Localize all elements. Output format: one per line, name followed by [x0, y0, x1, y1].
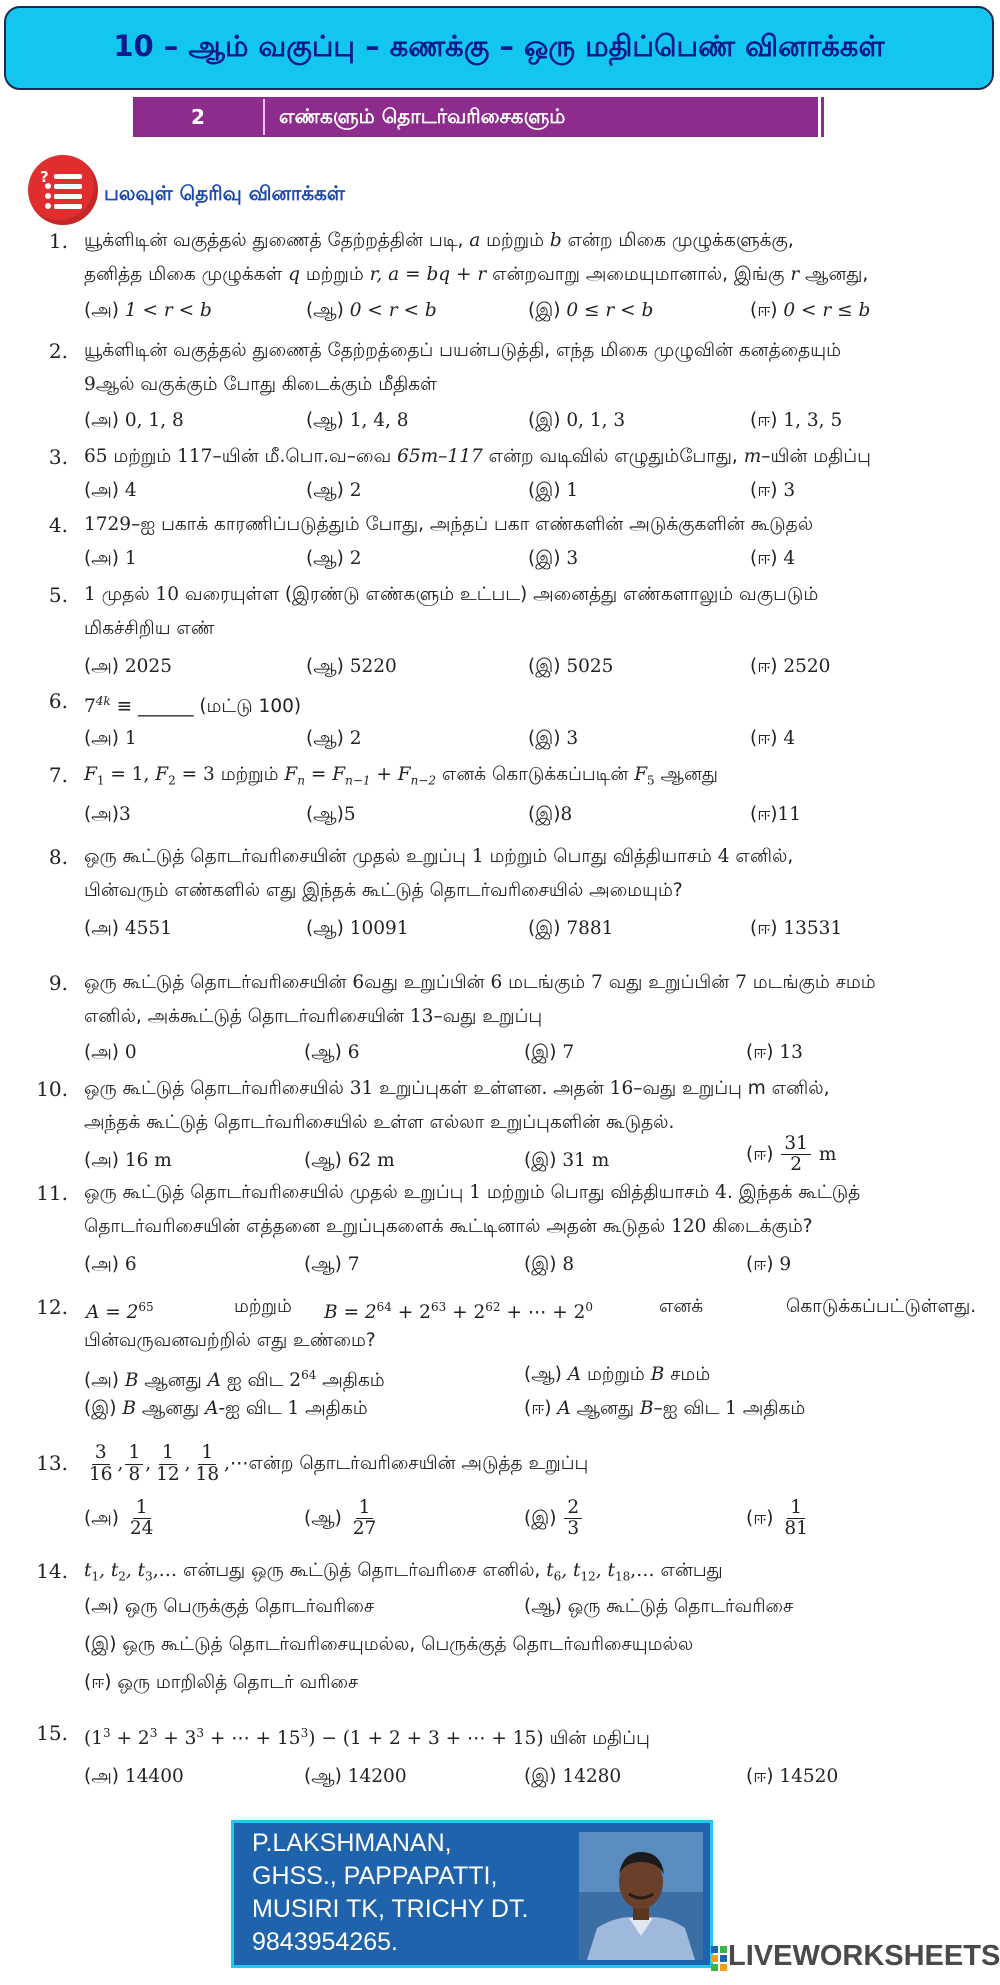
option-c[interactable]: (இ) 1: [528, 480, 579, 501]
option-a[interactable]: (அ) 1 < r < b: [84, 300, 212, 321]
option-a[interactable]: (அ)3: [84, 804, 131, 825]
option-c[interactable]: (இ) 7881: [528, 918, 614, 939]
expression-b: $B = 2^{64} + 2^{63} + 2^{62}$ + ⋯ + $2^0$: [324, 1300, 594, 1324]
option-c[interactable]: (இ) 8: [524, 1254, 575, 1275]
question-number: 13.: [36, 1451, 68, 1475]
option-d[interactable]: (ஈ) 0 < r ≤ b: [750, 300, 871, 321]
option-b[interactable]: (ஆ) 10091: [306, 918, 409, 939]
question-number: 4.: [48, 513, 68, 537]
fraction: $\frac{1}{27}$: [352, 1497, 377, 1540]
question-line: ஒரு கூட்டுத் தொடர்வரிசையில் முதல் உறுப்பு 1 மற்றும் பொது வித்தியாசம் 4. இந்தக் கூட்டுத்: [84, 1182, 861, 1203]
question-line: அந்தக் கூட்டுத் தொடர்வரிசையில் உள்ள எல்லா உறுப்புகளின் கூடுதல்.: [84, 1112, 675, 1133]
option-a[interactable]: (அ) 14400: [84, 1766, 184, 1787]
option-b[interactable]: (ஆ) 6: [304, 1042, 360, 1063]
option-c[interactable]: (இ) 5025: [528, 656, 614, 677]
option-a[interactable]: (அ) 0: [84, 1042, 137, 1063]
option-b[interactable]: (ஆ) 2: [306, 728, 362, 749]
question-line: பின்வருவனவற்றில் எது உண்மை?: [84, 1330, 376, 1351]
option-c[interactable]: (இ) 3: [528, 728, 579, 749]
option-b[interactable]: (ஆ) 62 m: [304, 1150, 395, 1171]
option-b[interactable]: (ஆ) 1, 4, 8: [306, 410, 409, 431]
option-c[interactable]: (இ) 7: [524, 1042, 575, 1063]
option-d[interactable]: (ஈ) $\frac{1}{81}$: [746, 1498, 813, 1540]
option-b[interactable]: (ஆ) A மற்றும் B சமம்: [524, 1364, 711, 1385]
question-line: ஒரு கூட்டுத் தொடர்வரிசையின் 6வது உறுப்பின் 6 மடங்கும் 7 வது உறுப்பின் 7 மடங்கும் சமம்: [84, 972, 876, 993]
chapter-bar: [133, 97, 818, 137]
option-c[interactable]: (இ) 3: [528, 548, 579, 569]
option-d[interactable]: (ஈ) 4: [750, 548, 796, 569]
brand-name: LIVEWORKSHEETS: [728, 1940, 1000, 1972]
option-d[interactable]: (ஈ) 3: [750, 480, 796, 501]
option-b[interactable]: (ஆ) ஒரு கூட்டுத் தொடர்வரிசை: [524, 1596, 794, 1617]
section-title: பலவுள் தெரிவு வினாக்கள்: [104, 181, 345, 205]
option-d[interactable]: (ஈ) 1, 3, 5: [750, 410, 843, 431]
question-line: ($1^3 + 2^3 + 3^3$ + ⋯ + $15^3) - (1 + 2 + 3$ + ⋯ + 15) யின் மதிப்பு: [84, 1726, 650, 1750]
option-b[interactable]: (ஆ) 2: [306, 480, 362, 501]
option-b[interactable]: (ஆ) 0 < r < b: [306, 300, 437, 321]
question-number: 5.: [48, 583, 68, 607]
question-line: யூக்ளிடின் வகுத்தல் துணைத் தேற்றத்தைப் பயன்படுத்தி, எந்த மிகை முழுவின் கனத்தையும்: [84, 340, 841, 361]
option-b[interactable]: (ஆ)5: [306, 804, 356, 825]
question-line: $\frac{3}{16}$ , $\frac{1}{8}$ , $\frac{1}{12}$ , $\frac{1}{18}$ ,⋯ என்ற தொடர்வரிசையின் அடுத்த உறுப்பு: [84, 1434, 972, 1494]
option-b[interactable]: (ஆ) $\frac{1}{27}$: [304, 1498, 381, 1540]
option-d[interactable]: (ஈ) 4: [750, 728, 796, 749]
sequence-term: $\frac{1}{18}$: [195, 1442, 220, 1485]
question-line: 1 முதல் 10 வரையுள்ள (இரண்டு எண்களும் உட்பட) அனைத்து எண்களாலும் வகுபடும்: [84, 584, 819, 605]
option-a[interactable]: (அ) 4551: [84, 918, 172, 939]
author-card: [231, 1820, 713, 1968]
question-line: $F_1 = 1$, $F_2 = 3$ மற்றும் $F_n = F_{n-1} + F_{n-2}$ எனக் கொடுக்கப்படின் $F_5$ ஆனது: [84, 764, 718, 788]
author-photo: [579, 1832, 703, 1960]
sequence-term: $\frac{3}{16}$: [89, 1442, 113, 1485]
question-number: 12.: [36, 1295, 68, 1319]
fraction: $\frac{2}{3}$: [564, 1498, 582, 1540]
question-line: மிகச்சிறிய எண்: [84, 618, 215, 639]
question-number: 9.: [48, 971, 68, 995]
chapter-number: 2: [191, 105, 205, 129]
question-number: 14.: [36, 1559, 68, 1583]
question-line: ஒரு கூட்டுத் தொடர்வரிசையின் முதல் உறுப்பு 1 மற்றும் பொது வித்தியாசம் 4 எனில்,: [84, 846, 794, 867]
option-c[interactable]: (இ) 14280: [524, 1766, 622, 1787]
option-d[interactable]: (ஈ) 2520: [750, 656, 831, 677]
multiple-choice-list-icon: [28, 155, 98, 225]
option-d[interactable]: (ஈ) 13531: [750, 918, 843, 939]
worksheet-title: 10 – ஆம் வகுப்பு – கணக்கு – ஒரு மதிப்பெண் வினாக்கள்: [113, 29, 885, 63]
fraction: $\frac{1}{24}$: [129, 1497, 154, 1540]
option-b[interactable]: (ஆ) 2: [306, 548, 362, 569]
worksheet-title-banner: [4, 6, 994, 90]
question-number: 2.: [48, 339, 68, 363]
author-school: GHSS., PAPPAPATTI,: [252, 1862, 498, 1890]
question-number: 7.: [48, 763, 68, 787]
question-number: 1.: [48, 229, 68, 253]
option-d[interactable]: (ஈ)11: [750, 804, 802, 825]
option-c[interactable]: (இ)8: [528, 804, 573, 825]
option-c[interactable]: (இ) 0, 1, 3: [528, 410, 626, 431]
question-number: 15.: [36, 1721, 68, 1745]
question-line: தனித்த மிகை முழுக்கள் q மற்றும் r, a = bq + r என்றவாறு அமையுமானால், இங்கு r ஆனது,: [84, 264, 869, 285]
option-a[interactable]: (அ) 1: [84, 728, 137, 749]
chapter-title: எண்களும் தொடர்வரிசைகளும்: [279, 103, 566, 128]
question-number: 10.: [36, 1077, 68, 1101]
option-c[interactable]: (இ) ஒரு கூட்டுத் தொடர்வரிசையுமல்ல, பெருக்குத் தொடர்வரிசையுமல்ல: [84, 1634, 694, 1655]
option-a[interactable]: (அ) $\frac{1}{24}$: [84, 1498, 158, 1540]
chapter-bar-edge: [821, 97, 824, 137]
option-c[interactable]: (இ) 0 ≤ r < b: [528, 300, 654, 321]
fraction: $\frac{1}{81}$: [784, 1497, 808, 1540]
sequence-term: $\frac{1}{12}$: [156, 1442, 180, 1485]
question-number: 8.: [48, 845, 68, 869]
option-a[interactable]: (அ) 4: [84, 480, 137, 501]
option-a[interactable]: (அ) B ஆனது A ஐ விட $2^{64}$ அதிகம்: [84, 1368, 385, 1392]
question-line: தொடர்வரிசையின் எத்தனை உறுப்புகளைக் கூட்டினால் அதன் கூடுதல் 120 கிடைக்கும்?: [84, 1216, 813, 1237]
option-d[interactable]: (ஈ) 9: [746, 1254, 792, 1275]
option-a[interactable]: (அ) 0, 1, 8: [84, 410, 184, 431]
option-a[interactable]: (அ) 6: [84, 1254, 137, 1275]
author-phone: 9843954265.: [252, 1928, 398, 1956]
fraction: $\frac{31}{2}$: [781, 1134, 811, 1176]
question-line: 1729–ஐ பகாக் காரணிப்படுத்தும் போது, அந்தப் பகா எண்களின் அடுக்குகளின் கூடுதல்: [84, 514, 814, 535]
sequence-term: $\frac{1}{8}$: [125, 1443, 143, 1485]
option-b[interactable]: (ஆ) 5220: [306, 656, 397, 677]
liveworksheets-logo-icon: [710, 1945, 728, 1979]
svg-text:?: ?: [40, 168, 49, 186]
option-c[interactable]: (இ) $\frac{2}{3}$: [524, 1498, 584, 1540]
question-number: 3.: [48, 445, 68, 469]
author-name: P.LAKSHMANAN,: [252, 1829, 452, 1857]
option-d[interactable]: (ஈ) $\frac{31}{2}$ m: [746, 1133, 837, 1176]
option-d[interactable]: (ஈ) 13: [746, 1042, 803, 1063]
option-a[interactable]: (அ) 1: [84, 548, 137, 569]
option-a[interactable]: (அ) ஒரு பெருக்குத் தொடர்வரிசை: [84, 1596, 375, 1617]
question-number: 6.: [48, 689, 68, 713]
option-d[interactable]: (ஈ) A ஆனது B–ஐ விட 1 அதிகம்: [524, 1398, 806, 1419]
question-line: $7^{4k}$ ≡ ______ (மட்டு 100): [84, 694, 302, 718]
option-a[interactable]: (அ) 16 m: [84, 1150, 172, 1171]
author-location: MUSIRI TK, TRICHY DT.: [252, 1895, 529, 1923]
option-d[interactable]: (ஈ) 14520: [746, 1766, 839, 1787]
question-number: 11.: [36, 1181, 68, 1205]
expression-a: $A = 2^{65}$: [86, 1300, 154, 1324]
option-b[interactable]: (ஆ) 14200: [304, 1766, 407, 1787]
question-line: $t_1$, $t_2$, $t_3,\dots$ என்பது ஒரு கூட்டுத் தொடர்வரிசை எனில், $t_6$, $t_{12}$, $t_{18},\dots$ என்பது: [84, 1560, 723, 1584]
question-line: 65 மற்றும் 117–யின் மீ.பொ.வ–வை 65m–117 என்ற வடிவில் எழுதும்போது, m–யின் மதிப்பு: [84, 446, 871, 467]
question-line: பின்வரும் எண்களில் எது இந்தக் கூட்டுத் தொடர்வரிசையில் அமையும்?: [84, 880, 683, 901]
option-a[interactable]: (அ) 2025: [84, 656, 172, 677]
option-c[interactable]: (இ) 31 m: [524, 1150, 610, 1171]
question-line: ஒரு கூட்டுத் தொடர்வரிசையில் 31 உறுப்புகள் உள்ளன. அதன் 16–வது உறுப்பு m எனில்,: [84, 1078, 830, 1099]
option-c[interactable]: (இ) B ஆனது A-ஐ விட 1 அதிகம்: [84, 1398, 368, 1419]
option-b[interactable]: (ஆ) 7: [304, 1254, 360, 1275]
question-line: 9ஆல் வகுக்கும் போது கிடைக்கும் மீதிகள்: [84, 374, 437, 395]
question-line: எனில், அக்கூட்டுத் தொடர்வரிசையின் 13–வது உறுப்பு: [84, 1006, 543, 1027]
question-line: யூக்ளிடின் வகுத்தல் துணைத் தேற்றத்தின் படி, a மற்றும் b என்ற மிகை முழுக்களுக்கு,: [84, 230, 794, 251]
option-d[interactable]: (ஈ) ஒரு மாறிலித் தொடர் வரிசை: [84, 1672, 359, 1693]
